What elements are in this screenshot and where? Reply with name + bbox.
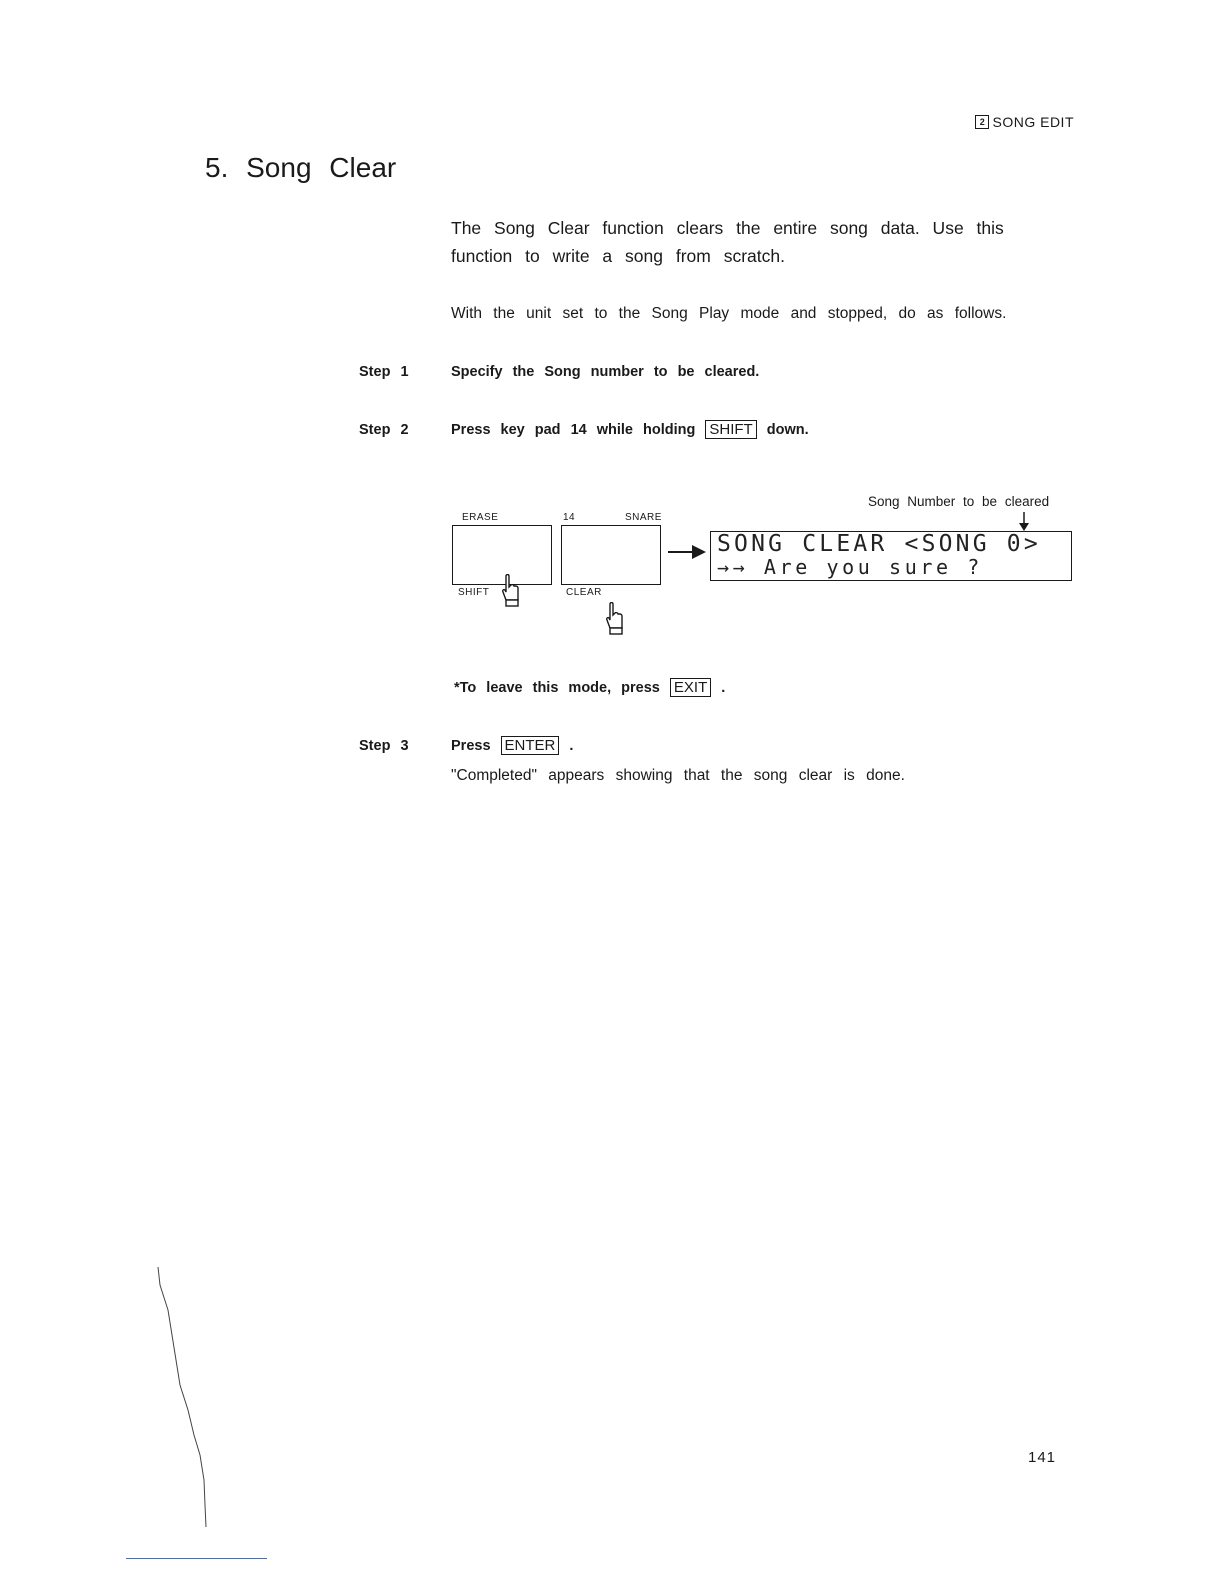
intro-paragraph: The Song Clear function clears the entire song data. Use this function to write a song from scratch.: [451, 218, 1004, 266]
step-3-text: [451, 736, 573, 755]
exit-key: EXIT: [670, 678, 711, 697]
section-header: [975, 114, 1074, 130]
exit-note-text: *To leave this mode, press: [454, 680, 660, 696]
scan-edge-line: [150, 1265, 220, 1530]
enter-key: ENTER: [501, 736, 560, 755]
display-annotation: Song Number to be cleared: [868, 494, 1050, 509]
pointing-hand-icon: [602, 602, 626, 636]
footer-rule: [126, 1558, 267, 1559]
pointing-hand-icon: [498, 574, 522, 608]
exit-note: [454, 678, 725, 697]
pad-14-label: 14: [563, 512, 576, 523]
step-2-text-after: down.: [766, 422, 809, 438]
step-2-text-before: Press key pad 14 while holding: [451, 422, 696, 438]
step-3-label: Step 3: [359, 738, 409, 754]
lcd-line-2: →→ Are you sure ?: [717, 555, 983, 579]
lcd-line-1: SONG CLEAR <SONG 0>: [717, 531, 1041, 557]
page-title: 5. Song Clear: [205, 152, 397, 183]
result-text: "Completed" appears showing that the song clear is done.: [451, 767, 905, 784]
step-3-text-after: .: [569, 738, 574, 754]
arrow-down-icon: [1018, 512, 1030, 532]
shift-label: SHIFT: [458, 587, 490, 598]
step-2-label: Step 2: [359, 422, 409, 438]
step-2-text: [451, 420, 809, 439]
clear-label: CLEAR: [566, 587, 602, 598]
erase-label: ERASE: [462, 512, 499, 523]
pad-14: [561, 525, 661, 585]
step-1-label: Step 1: [359, 364, 409, 380]
lcd-display: [710, 531, 1072, 581]
precondition-text: With the unit set to the Song Play mode and stopped, do as follows.: [451, 305, 1007, 322]
step-1-text: Specify the Song number to be cleared.: [451, 364, 760, 380]
arrow-right-icon: [668, 544, 708, 560]
snare-label: SNARE: [625, 512, 662, 523]
exit-note-after: .: [721, 680, 726, 696]
shift-key: SHIFT: [705, 420, 756, 439]
page-number: 141: [1028, 1449, 1057, 1466]
chapter-number-box: 2: [975, 115, 989, 129]
section-label: SONG EDIT: [992, 114, 1074, 130]
step-3-text-before: Press: [451, 738, 491, 754]
